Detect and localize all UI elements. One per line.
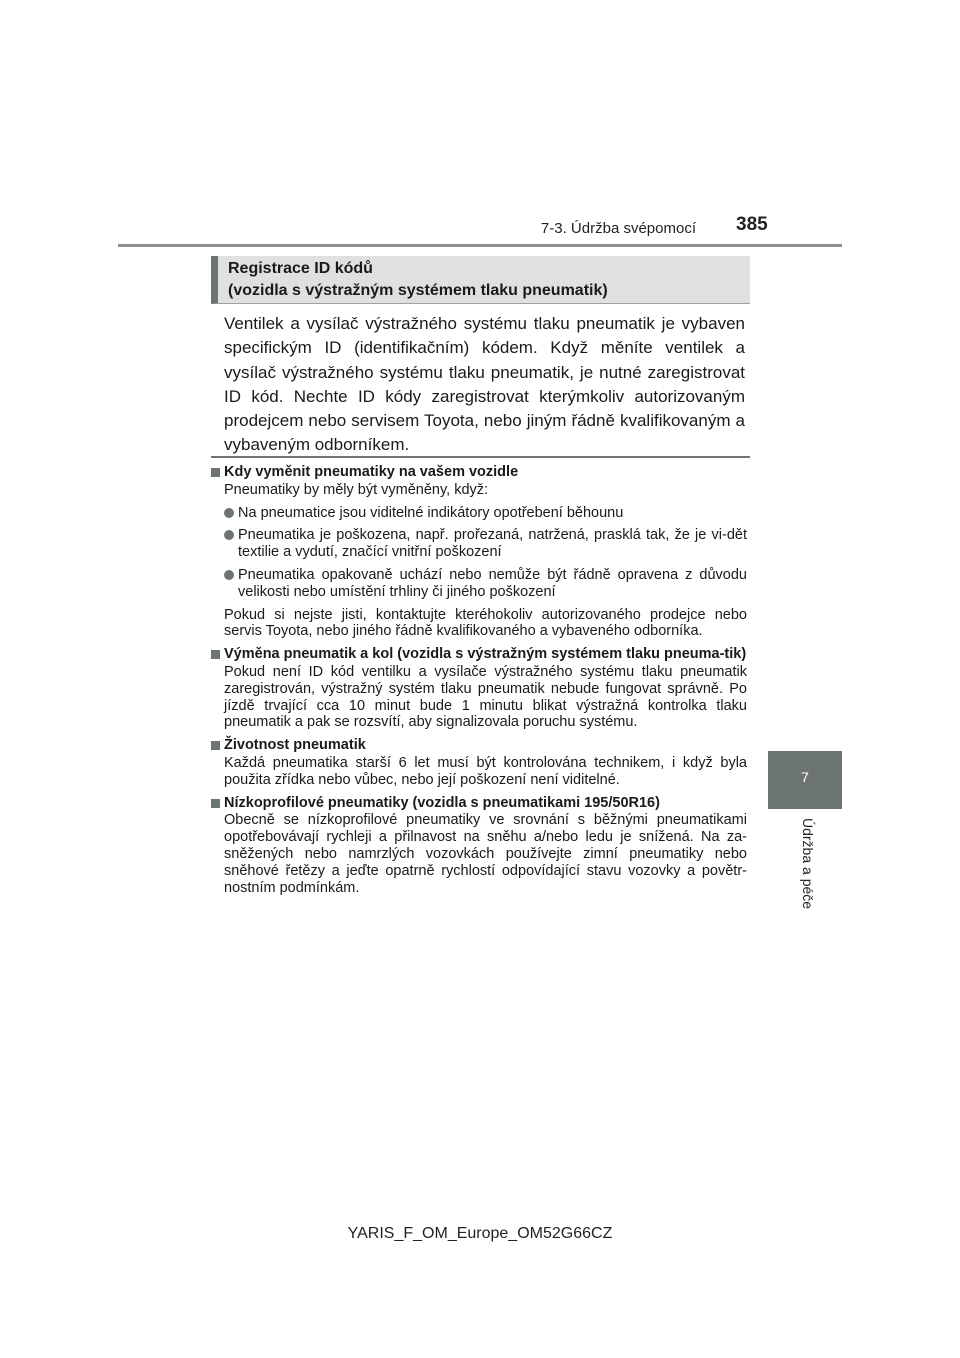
header-rule (118, 244, 842, 247)
section-title: Nízkoprofilové pneumatiky (vozidla s pneumatikami 195/50R16) (224, 794, 660, 811)
section-heading (211, 737, 747, 754)
section-text: Obecně se nízkoprofilové pneumatiky ve srovnání s běžnými pneumatikami opotřebovávají rychleji a přilnavost na sněhu a/nebo ledu je snížená. Na za-sněžených nebo namrzlých vozovkách používejte zimní pneumatiky nebo sněhové řetězy a jeďte opatrně rychlostí odpovídající stavu vozovky a povětr-nostním podmínkám. (224, 812, 747, 896)
section-heading (211, 795, 747, 812)
chapter-side-label: Údržba a péče (800, 818, 816, 910)
section-title: Životnost pneumatik (224, 737, 366, 754)
square-bullet-icon (211, 468, 220, 477)
running-header-section: 7-3. Údržba svépomocí (540, 220, 696, 237)
section-intro: Pneumatiky by měly být vyměněny, když: (224, 481, 489, 498)
chapter-tab (768, 751, 842, 809)
page-number: 385 (736, 214, 768, 235)
section-when-to-replace (211, 464, 747, 640)
square-bullet-icon (211, 650, 220, 659)
section-heading (211, 464, 747, 481)
info-box-title-line1: Registrace ID kódů (228, 260, 373, 277)
section-text: Pokud není ID kód ventilku a vysílače výstražného systému tlaku pneumatik zaregistrován, výstražný systém tlaku pneumatik nebude fungovat správně. Po jízdě trvající cca 10 minut bude 1 minutu blikat výstražná kontrolka tlaku pneumatik a pak se rozsvítí, aby signalizovala poruchu systému. (224, 663, 747, 731)
circle-bullet-icon (224, 530, 234, 540)
section-outro: Pokud si nejste jisti, kontaktujte kteréhokoliv autorizovaného prodejce nebo servis Toyota, nebo jiného řádně kvalifikovaného a vybaveného odborníka. (224, 606, 747, 640)
section-low-profile-tires (211, 795, 747, 897)
document-code: YARIS_F_OM_Europe_OM52G66CZ (347, 1225, 613, 1242)
square-bullet-icon (211, 741, 220, 750)
section-divider (211, 456, 750, 458)
list-item: Na pneumatice jsou viditelné indikátory opotřebení běhounu (211, 505, 747, 522)
info-box-text: Ventilek a vysílač výstražného systému tlaku pneumatik je vybaven specifickým ID (identifikačním) kódem. Když měníte ventilek a vysílač výstražného systému tlaku pneumatik, je nutné zaregistrovat ID kód. Nechte ID kódy zaregistrovat kterýmkoliv autorizovaným prodejcem nebo servisem Toyota, nebo jiným řádně kvalifikovaným a vybaveným odborníkem. (224, 314, 745, 455)
info-box-header (211, 256, 750, 304)
section-heading (211, 646, 747, 663)
list-item: Pneumatika je poškozena, např. prořezaná, natržená, prasklá tak, že je vi-dět textilie a vydutí, značící vnitřní poškození (211, 527, 747, 561)
circle-bullet-icon (224, 508, 234, 518)
tire-sections (211, 464, 747, 902)
list-item: Pneumatika opakovaně uchází nebo nemůže být řádně opravena z důvodu velikosti nebo umístění trhliny či jiného poškození (211, 567, 747, 601)
section-tire-wheel-replacement (211, 646, 747, 731)
section-text: Každá pneumatika starší 6 let musí být kontrolována technikem, i když byla použita zřídka nebo vůbec, nebo její poškození není viditelné. (224, 754, 747, 788)
square-bullet-icon (211, 799, 220, 808)
section-title: Kdy vyměnit pneumatiky na vašem vozidle (224, 464, 519, 480)
section-tire-life (211, 737, 747, 788)
chapter-tab-number: 7 (801, 769, 809, 785)
circle-bullet-icon (224, 570, 234, 580)
info-box-title-line2: (vozidla s výstražným systémem tlaku pneumatik) (228, 282, 608, 299)
section-title: Výměna pneumatik a kol (vozidla s výstražným systémem tlaku pneuma-tik) (224, 646, 747, 663)
